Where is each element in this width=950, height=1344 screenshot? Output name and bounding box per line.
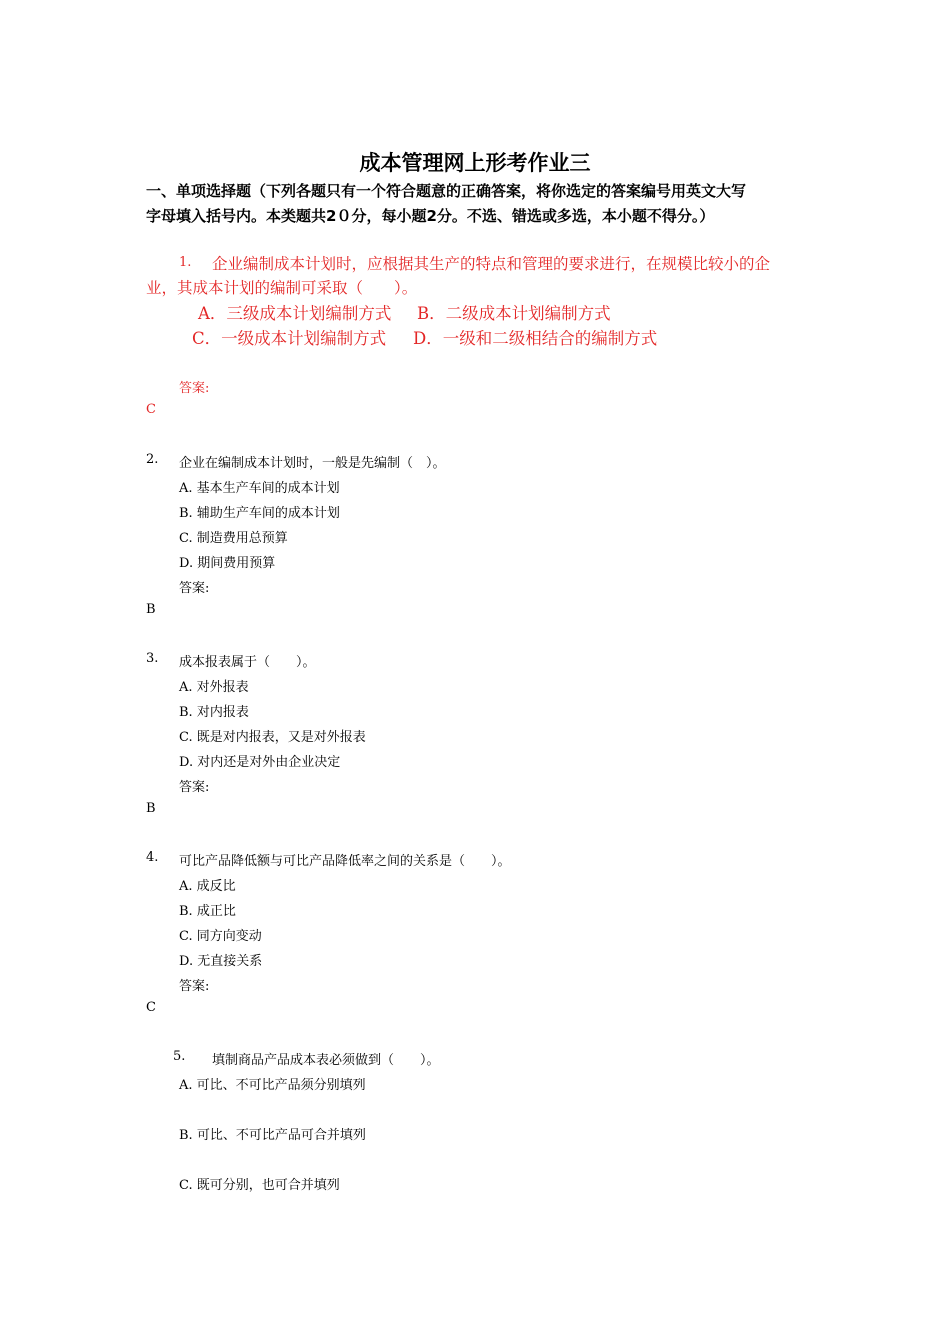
question-5-option-c: C. 既可分别，也可合并填列 — [179, 1178, 340, 1193]
question-5-option-a: A. 可比、不可比产品须分别填列 — [179, 1078, 366, 1093]
question-2-option-c: C. 制造费用总预算 — [179, 531, 288, 546]
question-3-answer-label: 答案: — [179, 780, 210, 795]
question-5-number: 5. — [173, 1049, 186, 1064]
question-4-option-d: D. 无直接关系 — [179, 954, 263, 969]
question-2-number: 2. — [146, 452, 159, 467]
question-4-option-c: C. 同方向变动 — [179, 929, 262, 944]
question-2-option-d: D. 期间费用预算 — [179, 556, 276, 571]
question-3-text: 成本报表属于（ ）。 — [179, 655, 316, 670]
question-4-number: 4. — [146, 850, 159, 865]
question-2-option-b: B. 辅助生产车间的成本计划 — [179, 506, 340, 521]
question-1-number: 1. — [179, 255, 192, 270]
question-2-text: 企业在编制成本计划时，一般是先编制（ ）。 — [179, 456, 446, 471]
question-5-text: 填制商品产品成本表必须做到（ ）。 — [212, 1053, 440, 1068]
question-4-answer: C — [146, 1000, 156, 1015]
question-1-answer: C — [146, 402, 156, 417]
question-1-option-a: A．三级成本计划编制方式 — [198, 304, 392, 323]
question-1-answer-label: 答案: — [179, 381, 210, 396]
question-3-answer: B — [146, 801, 156, 816]
question-4-answer-label: 答案: — [179, 979, 210, 994]
question-1-option-c: C．一级成本计划编制方式 — [192, 329, 387, 348]
question-1-text-line2: 业，其成本计划的编制可采取（ ）。 — [146, 279, 418, 297]
question-4-option-a: A. 成反比 — [179, 879, 236, 894]
question-1-text-line1: 企业编制成本计划时，应根据其生产的特点和管理的要求进行，在规模比较小的企 — [212, 255, 771, 273]
question-2-answer: B — [146, 602, 156, 617]
question-1-option-b: B．二级成本计划编制方式 — [417, 304, 611, 323]
page-title: 成本管理网上形考作业三 — [359, 151, 591, 175]
question-3-option-d: D. 对内还是对外由企业决定 — [179, 755, 341, 770]
question-3-option-a: A. 对外报表 — [179, 680, 249, 695]
question-1-option-d: D．一级和二级相结合的编制方式 — [413, 329, 658, 348]
question-3-option-c: C. 既是对内报表，又是对外报表 — [179, 730, 366, 745]
question-4-option-b: B. 成正比 — [179, 904, 236, 919]
question-5-option-b: B. 可比、不可比产品可合并填列 — [179, 1128, 366, 1143]
question-4-text: 可比产品降低额与可比产品降低率之间的关系是（ ）。 — [179, 854, 511, 869]
section-heading-line1: 一、单项选择题（下列各题只有一个符合题意的正确答案，将你选定的答案编号用英文大写 — [146, 182, 747, 200]
question-3-option-b: B. 对内报表 — [179, 705, 249, 720]
question-2-answer-label: 答案: — [179, 581, 210, 596]
question-3-number: 3. — [146, 651, 159, 666]
question-2-option-a: A. 基本生产车间的成本计划 — [179, 481, 340, 496]
section-heading-line2: 字母填入括号内。本类题共2０分，每小题2分。不选、错选或多选，本小题不得分。） — [146, 207, 715, 225]
